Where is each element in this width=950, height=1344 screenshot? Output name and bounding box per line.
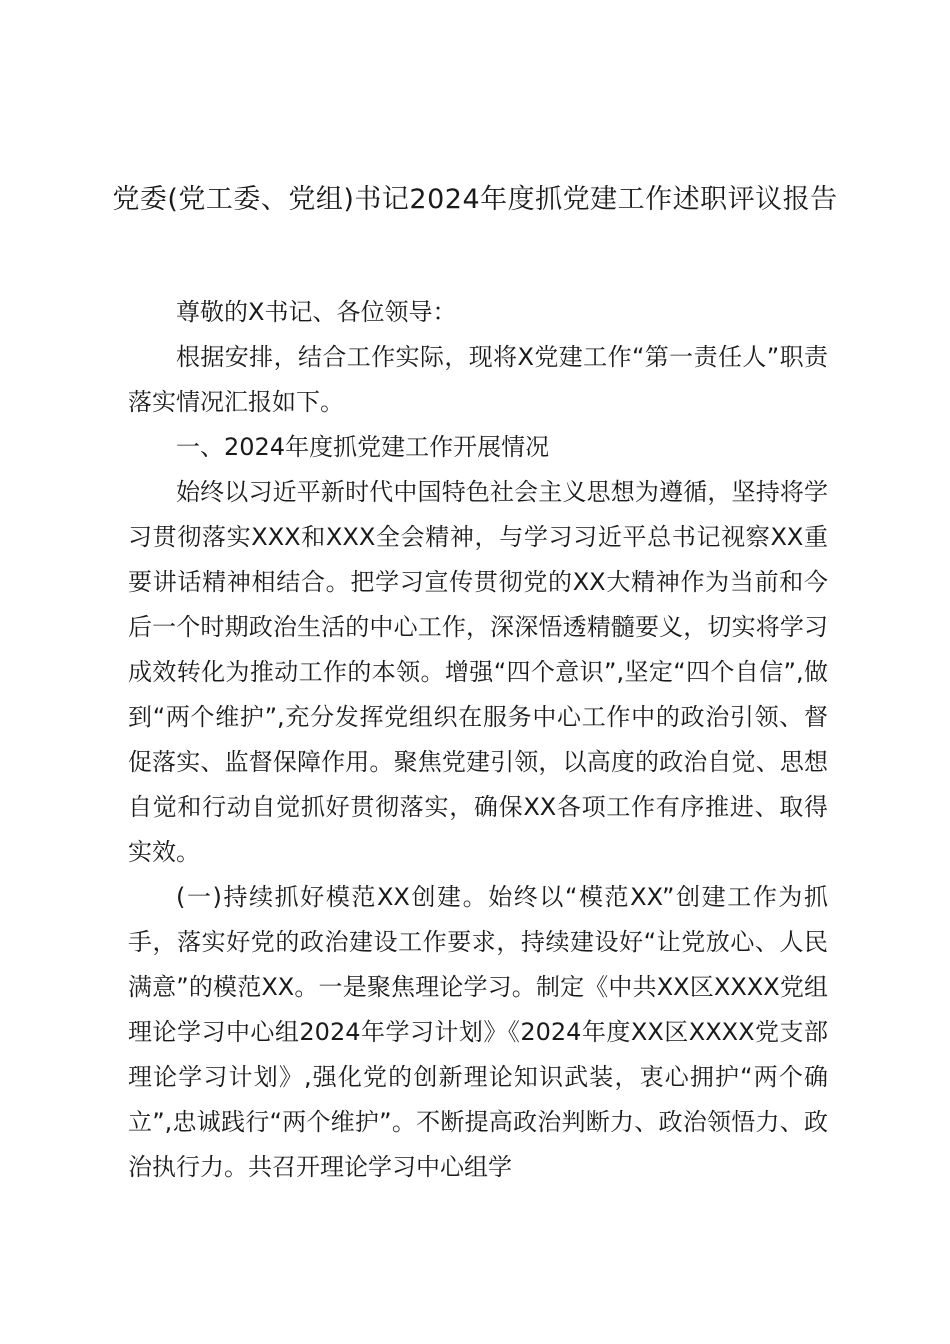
section-heading: 一、2024年度抓党建工作开展情况 xyxy=(176,433,550,461)
body-paragraph-1: 始终以习近平新时代中国特色社会主义思想为遵循，坚持将学习贯彻落实XXX和XXX全会精神，与学习习近平总书记视察XX重要讲话精神相结合。把学习宣传贯彻党的XX大精神作为当前和今后一个时期政治生活的中心工作，深深悟透精髓要义，切实将学习成效转化为推动工作的本领。增强“四个意识”,坚定“四个自信”,做到“两个维护”,充分发挥党组织在服务中心工作中的政治引领、督促落实、监督保障作用。聚焦党建引领，以高度的政治自觉、思想自觉和行动自觉抓好贯彻落实，确保XX各项工作有序推进、取得实效。 xyxy=(128,478,828,866)
intro-paragraph: 根据安排，结合工作实际，现将X党建工作“第一责任人”职责落实情况汇报如下。 xyxy=(128,343,828,416)
document-title: 党委(党工委、党组)书记2024年度抓党建工作述职评议报告 xyxy=(112,184,838,215)
document-body xyxy=(128,290,828,1190)
salutation: 尊敬的X书记、各位领导： xyxy=(176,298,457,326)
body-paragraph-2: (一)持续抓好模范XX创建。始终以“模范XX”创建工作为抓手，落实好党的政治建设工作要求，持续建设好“让党放心、人民满意”的模范XX。一是聚焦理论学习。制定《中共XX区XXXX党组理论学习中心组2024年学习计划》《2024年度XX区XXXX党支部理论学习计划》,强化党的创新理论知识武装，衷心拥护“两个确立”,忠诚践行“两个维护”。不断提高政治判断力、政治领悟力、政治执行力。共召开理论学习中心组学 xyxy=(128,883,828,1181)
